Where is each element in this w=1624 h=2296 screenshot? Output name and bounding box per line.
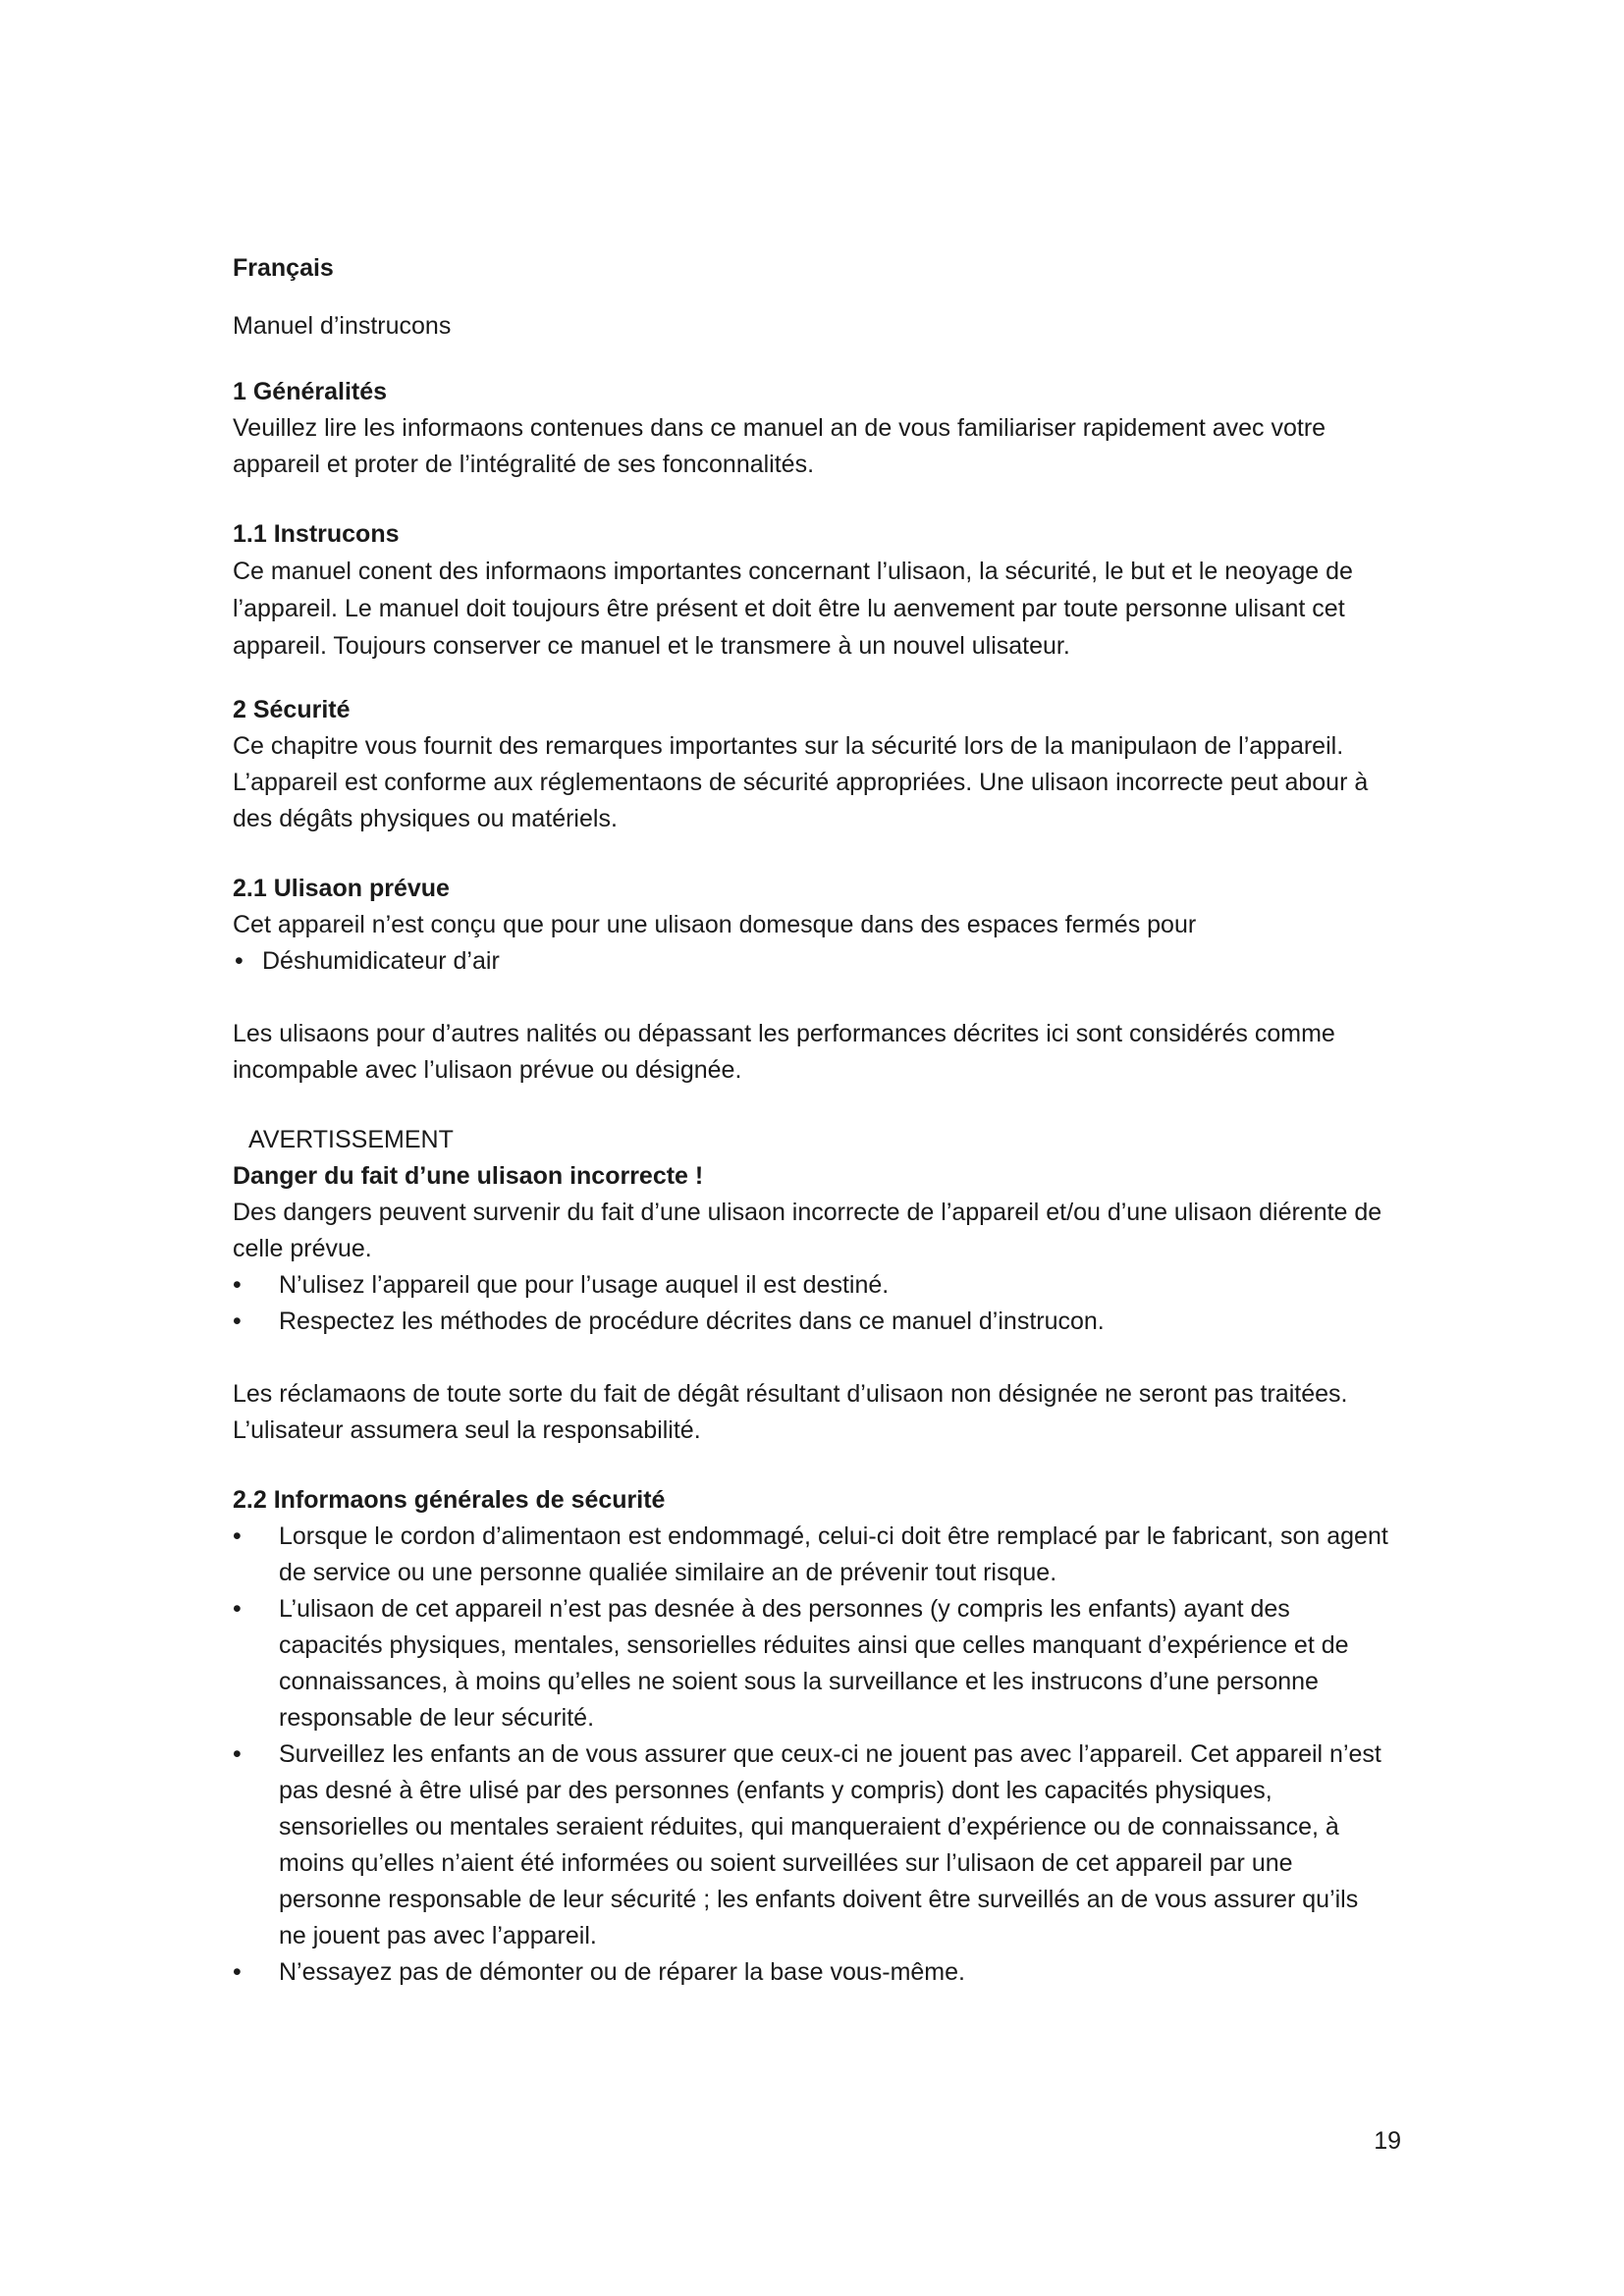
warning-block xyxy=(233,1122,1391,1449)
language-label: Français xyxy=(233,254,334,282)
claims-text: Les réclamaons de toute sorte du fait de dégât résultant d’ulisaon non désignée ne seront pas traitées. xyxy=(233,1380,1348,1408)
section-informations-securite xyxy=(233,1482,1391,1991)
warning-label: AVERTISSEMENT xyxy=(248,1126,454,1153)
bullet-list xyxy=(233,1267,1391,1340)
section-heading: 2.1 Ulisaon prévue xyxy=(233,875,450,902)
section-generalites xyxy=(233,374,1391,483)
section-utilisation-prevue xyxy=(233,871,1391,1089)
list-item: • Déshumidicateur d’air xyxy=(233,943,1391,980)
responsibility-text: L’ulisateur assumera seul la responsabilité. xyxy=(233,1416,701,1444)
list-item: • Lorsque le cordon d’alimentaon est endommagé, celui-ci doit être remplacé par le fabricant, son agent de service ou une personne qualiée similaire an de prévenir tout risque. xyxy=(233,1519,1391,1591)
section-text: Ce manuel conent des informaons importantes concernant l’ulisaon, la sécurité, le but et le neoyage de l’appareil. Le manuel doit toujours être présent et doit être lu aenvement par toute personne ulisant cet appareil. Toujours conserver ce manuel et le transmere à un nouvel ulisateur. xyxy=(233,558,1353,660)
warning-heading: Danger du fait d’une ulisaon incorrecte ! xyxy=(233,1162,704,1190)
bullet-list xyxy=(233,943,1391,980)
section-securite xyxy=(233,692,1391,837)
section-heading: 2 Sécurité xyxy=(233,696,351,723)
manual-title: Manuel d’instrucons xyxy=(233,312,452,340)
list-item: • N’essayez pas de démonter ou de réparer la base vous-même. xyxy=(233,1954,1391,1991)
list-item: • Respectez les méthodes de procédure décrites dans ce manuel d’instrucon. xyxy=(233,1304,1391,1340)
section-text: Ce chapitre vous fournit des remarques importantes sur la sécurité lors de la manipulaon de l’appareil. L’appareil est conforme aux réglementaons de sécurité appropriées. Une ulisaon incorrecte peut abour à des dégâts physiques ou matériels. xyxy=(233,732,1369,832)
page-number: 19 xyxy=(1374,2127,1401,2155)
section-text: Les ulisaons pour d’autres nalités ou dépassant les performances décrites ici sont considérés comme incompable avec l’ulisaon prévue ou désignée. xyxy=(233,1020,1335,1084)
list-item: • Surveillez les enfants an de vous assurer que ceux-ci ne jouent pas avec l’appareil. Cet appareil n’est pas desné à être ulisé par des personnes (enfants y compris) dont les capacités physiques, sensorielles ou mentales seraient réduites, qui manqueraient d’expérience ou de connaissance, à moins qu’elles n’aient été informées ou soient surveillées sur l’ulisaon de cet appareil par une personne responsable de leur sécurité ; les enfants doivent être surveillés an de vous assurer qu’ils ne jouent pas avec l’appareil. xyxy=(233,1736,1391,1954)
section-heading: 1.1 Instrucons xyxy=(233,520,400,548)
section-instructions xyxy=(233,516,1391,665)
document-page xyxy=(233,250,1391,2024)
section-text: Veuillez lire les informaons contenues dans ce manuel an de vous familiariser rapidement avec votre appareil et proter de l’intégralité de ses fonconnalités. xyxy=(233,414,1326,478)
section-intro: Cet appareil n’est conçu que pour une ulisaon domesque dans des espaces fermés pour xyxy=(233,911,1197,938)
warning-text: Des dangers peuvent survenir du fait d’une ulisaon incorrecte de l’appareil et/ou d’une ulisaon diérente de celle prévue. xyxy=(233,1199,1382,1262)
bullet-list xyxy=(233,1519,1391,1991)
section-heading: 1 Généralités xyxy=(233,378,388,405)
section-heading: 2.2 Informaons générales de sécurité xyxy=(233,1486,666,1514)
list-item: • N’ulisez l’appareil que pour l’usage auquel il est destiné. xyxy=(233,1267,1391,1304)
list-item: • L’ulisaon de cet appareil n’est pas desnée à des personnes (y compris les enfants) ayant des capacités physiques, mentales, sensorielles réduites ainsi que celles manquant d’expérience et de connaissances, à moins qu’elles ne soient sous la surveillance et les instrucons d’une personne responsable de leur sécurité. xyxy=(233,1591,1391,1736)
